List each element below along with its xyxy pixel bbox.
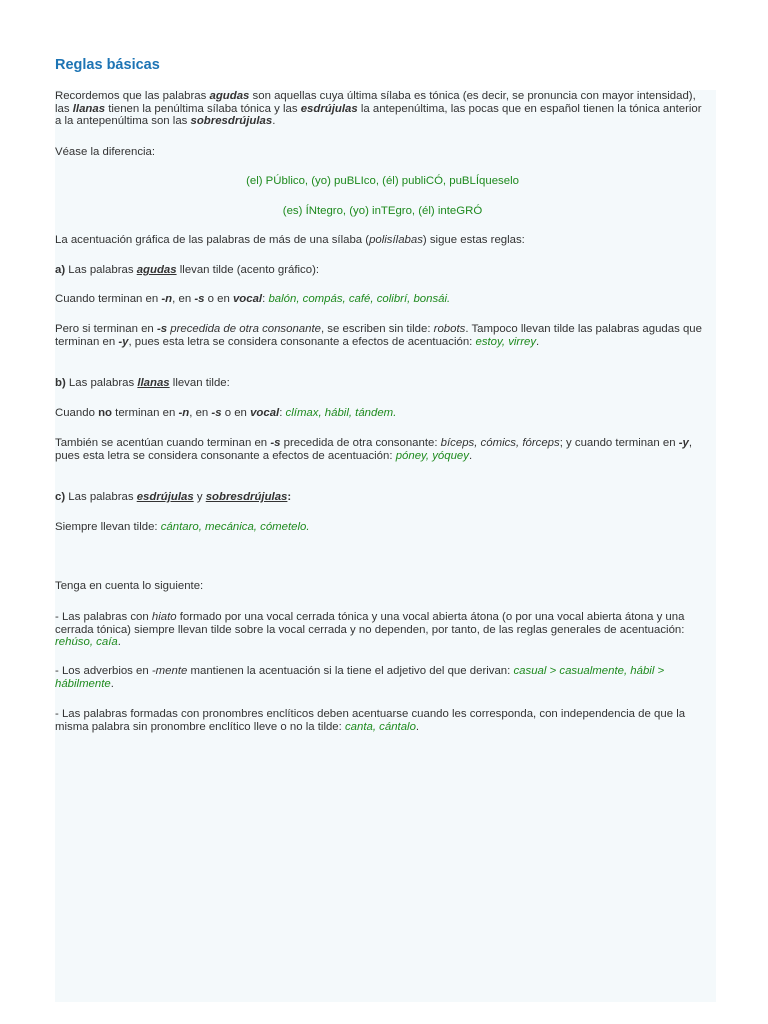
content-panel [55,90,716,1002]
vease-text: Véase la diferencia: [55,146,156,158]
rule-b-cuando: Cuando no terminan en -n, en -s o en vocal: clímax, hábil, tándem. [55,407,397,419]
acentuacion-intro: La acentuación gráfica de las palabras de más de una sílaba (polisílabas) sigue estas reglas: [55,234,525,246]
rule-c-heading: c) Las palabras esdrújulas y sobresdrújulas: [55,491,292,503]
page-title: Reglas básicas [55,57,160,73]
rule-a-heading: a) Las palabras agudas llevan tilde (acento gráfico): [55,264,320,276]
example-publico: (el) PÚblico, (yo) puBLIco, (él) publiCÓ, puBLÍqueselo [246,175,519,187]
tenga-text: Tenga en cuenta lo siguiente: [55,580,204,592]
rule-b-tambien: También se acentúan cuando terminan en -s precedida de otra consonante: bíceps, cómics, fórceps; y cuando terminan en -y, pues esta letra se considera consonante a efectos de acentuación: póney, yóquey. [55,437,693,462]
note-encliticos: - Las palabras formadas con pronombres enclíticos deben acentuarse cuando les corresponda, con independencia de que la misma palabra sin pronombre enclítico lleve o no la tilde: canta, cántalo. [55,708,686,733]
rule-c-siempre: Siempre llevan tilde: cántaro, mecánica, cómetelo. [55,521,310,533]
rule-a-pero: Pero si terminan en -s precedida de otra consonante, se escriben sin tilde: robots. Tampoco llevan tilde las palabras agudas que terminan en -y, pues esta letra se considera consonante a efectos de acentuación: estoy, virrey. [55,323,702,348]
intro-paragraph: Recordemos que las palabras agudas son aquellas cuya última sílaba es tónica (es decir, se pronuncia con mayor intensidad), las llanas tienen la penúltima sílaba tónica y las esdrújulas la antepenúltima, las pocas que en español tienen la tónica anterior a la antepenúltima son las sobresdrújulas. [55,90,702,127]
rule-b-heading: b) Las palabras llanas llevan tilde: [55,377,230,389]
example-integro: (es) ÍNtegro, (yo) inTEgro, (él) inteGRÓ [282,205,483,217]
rule-a-cuando: Cuando terminan en -n, en -s o en vocal: balón, compás, café, colibrí, bonsái. [55,293,451,305]
document [55,56,710,733]
note-hiato: - Las palabras con hiato formado por una vocal cerrada tónica y una vocal abierta átona (o por una vocal abierta átona y una cerrada tónica) siempre llevan tilde sobre la vocal cerrada y no dependen, por tanto, de las reglas generales de acentuación: rehúso, caía. [55,611,685,648]
note-mente: - Los adverbios en -mente mantienen la acentuación si la tiene el adjetivo del que derivan: casual > casualmente, hábil > hábilmente. [55,665,665,690]
